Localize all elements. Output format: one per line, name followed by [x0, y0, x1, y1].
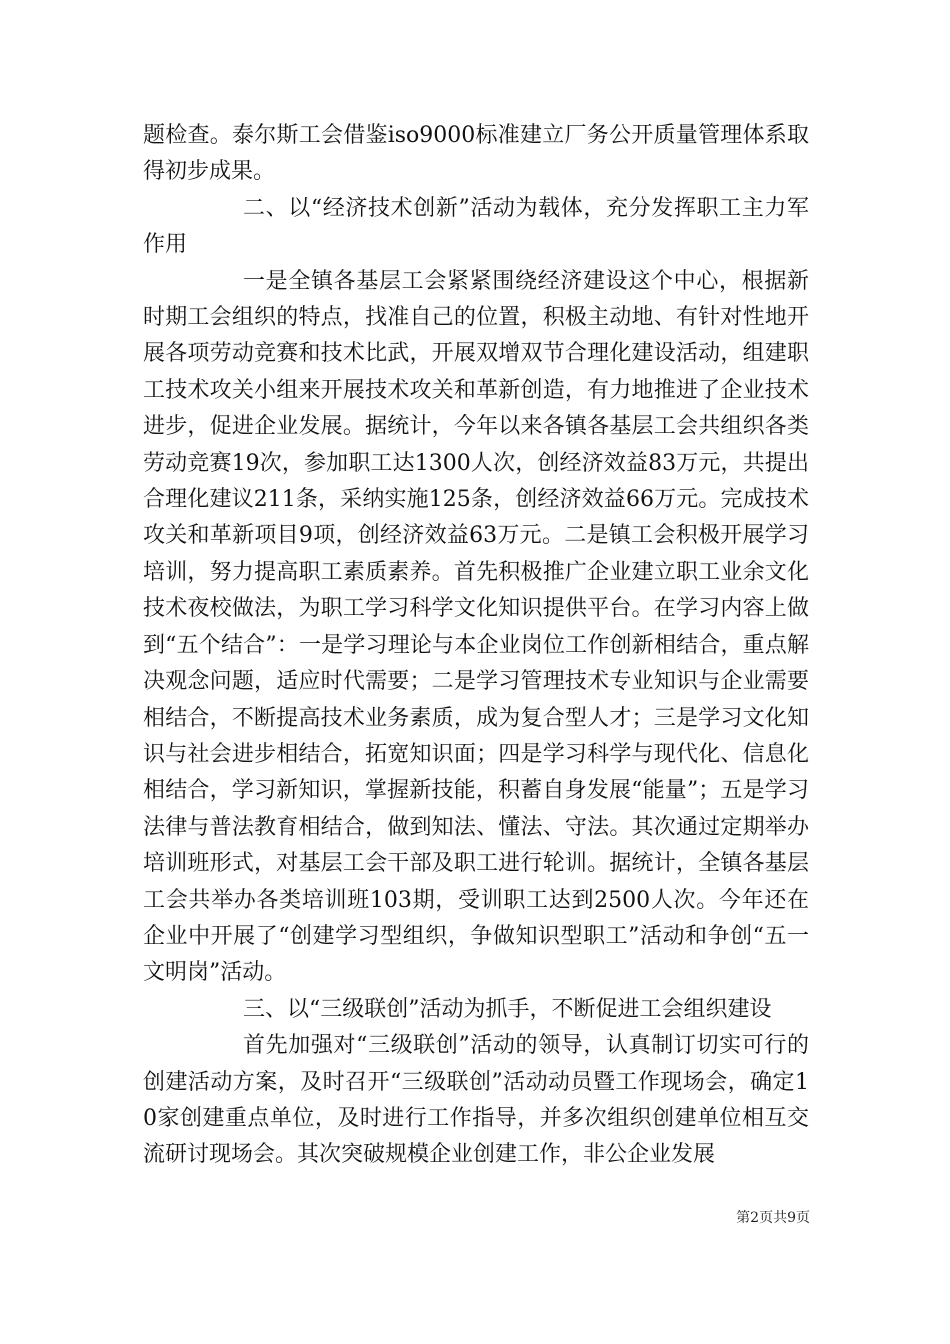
paragraph-continuation: 题检查。泰尔斯工会借鉴iso9000标准建立厂务公开质量管理体系取得初步成果。 [143, 123, 809, 185]
document-body [143, 118, 809, 1174]
paragraph-section-3-body: 首先加强对“三级联创”活动的领导，认真制订切实可行的创建活动方案，及时召开“三级联创”活动动员暨工作现场会，确定10家创建重点单位，及时进行工作指导，并多次组织创建单位相互交流研讨现场会。其次突破规模企业创建工作，非公企业发展 [143, 1033, 809, 1168]
section-heading-2: 二、以“经济技术创新”活动为载体，充分发挥职工主力军作用 [143, 195, 809, 258]
section-heading-3: 三、以“三级联创”活动为抓手，不断促进工会组织建设 [243, 996, 772, 1022]
paragraph-section-2-body: 一是全镇各基层工会紧紧围绕经济建设这个中心，根据新时期工会组织的特点，找准自己的位置，积极主动地、有针对性地开展各项劳动竞赛和技术比武，开展双增双节合理化建设活动，组建职工技术攻关小组来开展技术攻关和革新创造，有力地推进了企业技术进步，促进企业发展。据统计，今年以来各镇各基层工会共组织各类劳动竞赛19次，参加职工达1300人次，创经济效益83万元，共提出合理化建议211条，采纳实施125条，创经济效益66万元。完成技术攻关和革新项目9项，创经济效益63万元。二是镇工会积极开展学习培训，努力提高职工素质素养。首先积极推广企业建立职工业余文化技术夜校做法，为职工学习科学文化知识提供平台。在学习内容上做到“五个结合”：一是学习理论与本企业岗位工作创新相结合，重点解决观念问题，适应时代需要；二是学习管理技术专业知识与企业需要相结合，不断提高技术业务素质，成为复合型人才；三是学习文化知识与社会进步相结合，拓宽知识面；四是学习科学与现代化、信息化相结合，学习新知识，掌握新技能，积蓄自身发展“能量”；五是学习法律与普法教育相结合，做到知法、懂法、守法。其次通过定期举办培训班形式，对基层工会干部及职工进行轮训。据统计，全镇各基层工会共举办各类培训班103期，受训职工达到2500人次。今年还在企业中开展了“创建学习型组织，争做知识型职工”活动和争创“五一文明岗”活动。 [143, 268, 809, 986]
page-number-footer: 第2页共9页 [736, 1210, 810, 1226]
